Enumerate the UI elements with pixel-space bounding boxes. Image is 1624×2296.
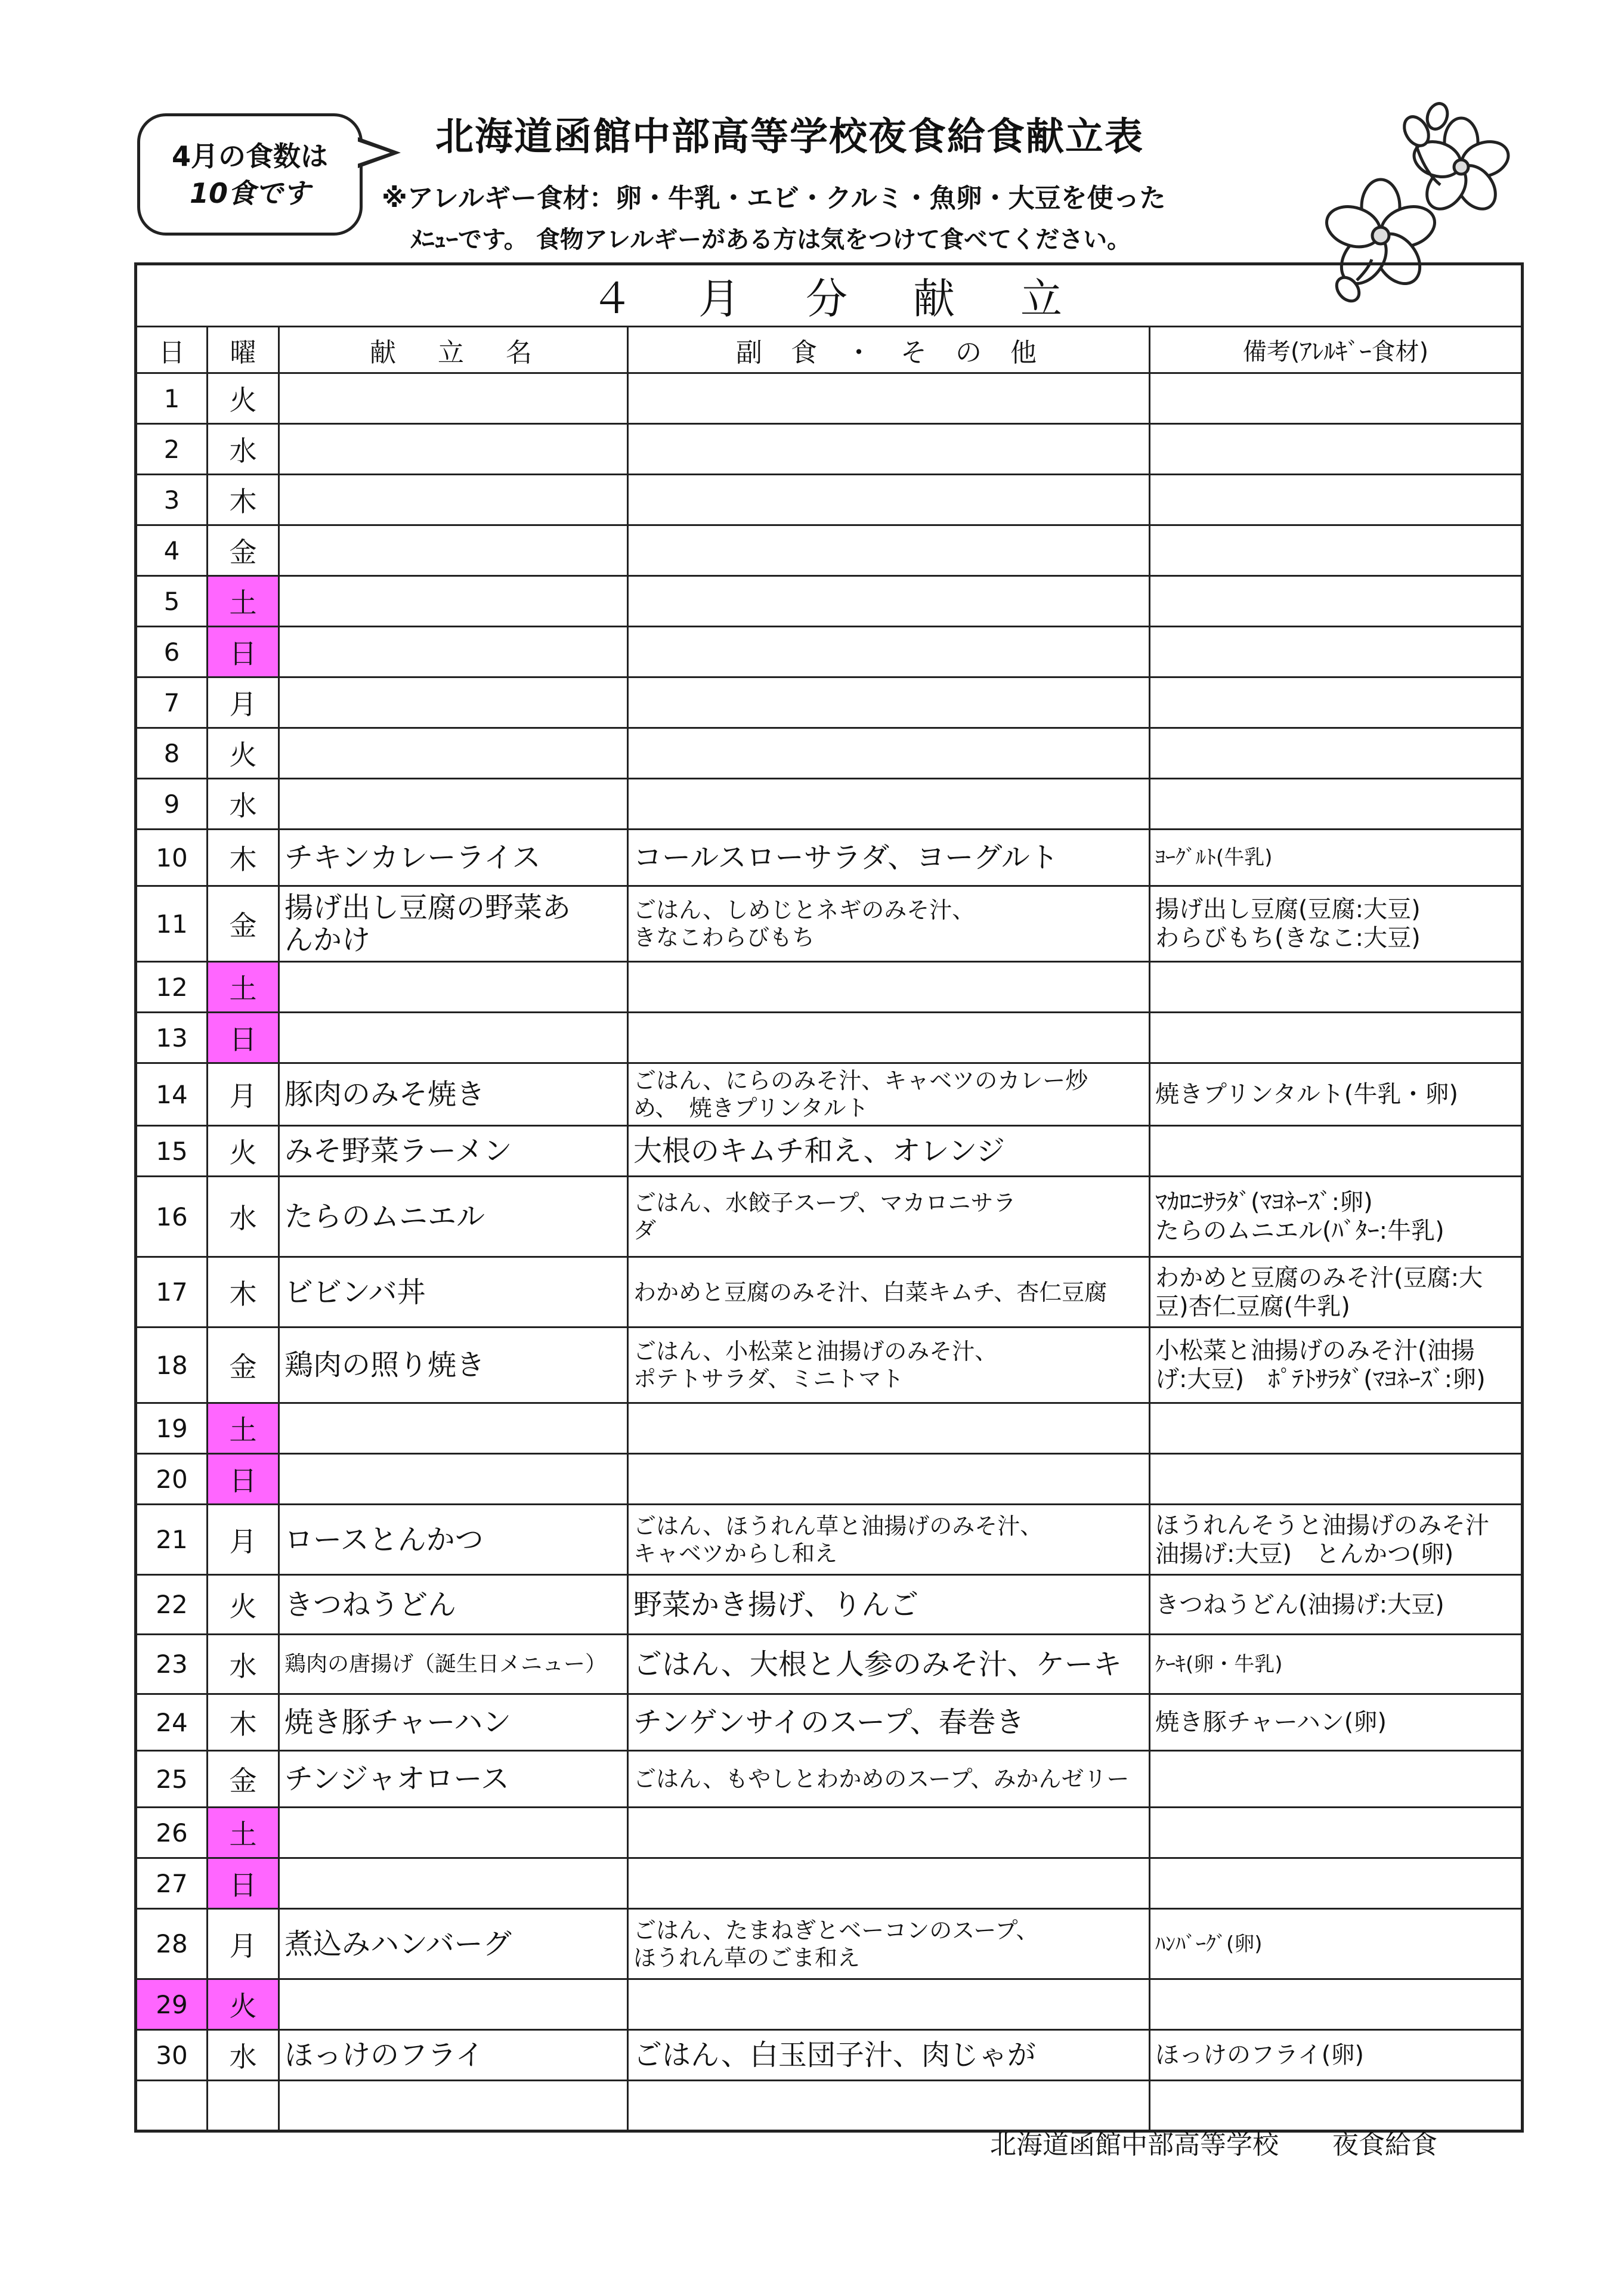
- menu-name-cell: [279, 1013, 628, 1063]
- allergy-note-cell: [1150, 475, 1523, 525]
- allergy-note-cell: [1150, 1454, 1523, 1505]
- allergy-note-cell: 揚げ出し豆腐(豆腐:大豆) わらびもち(きなこ:大豆): [1150, 886, 1523, 962]
- table-row: [136, 1454, 1523, 1505]
- day-cell: 30: [136, 2030, 208, 2081]
- weekday-cell: 水: [208, 2030, 279, 2081]
- table-row: [136, 728, 1523, 779]
- allergy-note-cell: [1150, 677, 1523, 728]
- day-cell: 17: [136, 1257, 208, 1328]
- allergy-note-cell: [1150, 728, 1523, 779]
- day-cell: 8: [136, 728, 208, 779]
- day-cell: 16: [136, 1177, 208, 1257]
- day-cell: 9: [136, 779, 208, 830]
- day-cell: 18: [136, 1328, 208, 1403]
- allergy-note-line2: ﾒﾆｭｰです。 食物アレルギーがある方は気をつけて食べてください。: [410, 226, 1131, 253]
- allergy-note-cell: ほうれんそうと油揚げのみそ汁 油揚げ:大豆) とんかつ(卵): [1150, 1505, 1523, 1575]
- menu-name-cell: みそ野菜ラーメン: [279, 1126, 628, 1177]
- weekday-cell: 金: [208, 1328, 279, 1403]
- menu-table: [134, 262, 1524, 2133]
- day-cell: 2: [136, 424, 208, 475]
- allergy-note-cell: ほっけのフライ(卵): [1150, 2030, 1523, 2081]
- menu-name-cell: [279, 576, 628, 627]
- menu-name-cell: チンジャオロース: [279, 1751, 628, 1808]
- day-cell: 10: [136, 830, 208, 886]
- side-dish-cell: ごはん、たまねぎとベーコンのスープ、 ほうれん草のごま和え: [628, 1909, 1150, 1979]
- menu-name-cell: [279, 1858, 628, 1909]
- menu-name-cell: 鶏肉の照り焼き: [279, 1328, 628, 1403]
- day-cell: 12: [136, 962, 208, 1013]
- side-dish-cell: ごはん、水餃子スープ、マカロニサラ ダ: [628, 1177, 1150, 1257]
- allergy-note-cell: 焼き豚チャーハン(卵): [1150, 1694, 1523, 1751]
- weekday-cell: 日: [208, 1858, 279, 1909]
- day-cell: 3: [136, 475, 208, 525]
- side-dish-cell: ごはん、白玉団子汁、肉じゃが: [628, 2030, 1150, 2081]
- footer: [990, 2123, 1437, 2161]
- weekday-cell: 火: [208, 1575, 279, 1635]
- table-row: [136, 1635, 1523, 1694]
- table-row: [136, 373, 1523, 424]
- day-cell: 15: [136, 1126, 208, 1177]
- menu-name-cell: [279, 779, 628, 830]
- side-dish-cell: ごはん、大根と人参のみそ汁、ケーキ: [628, 1635, 1150, 1694]
- day-cell: 29: [136, 1979, 208, 2030]
- side-dish-cell: [628, 1454, 1150, 1505]
- side-dish-cell: [628, 525, 1150, 576]
- weekday-cell: 金: [208, 1751, 279, 1808]
- weekday-cell: 土: [208, 962, 279, 1013]
- menu-name-cell: ロースとんかつ: [279, 1505, 628, 1575]
- table-row: [136, 1909, 1523, 1979]
- allergy-note-cell: [1150, 1403, 1523, 1454]
- side-dish-cell: [628, 677, 1150, 728]
- day-cell: 27: [136, 1858, 208, 1909]
- menu-name-cell: [279, 627, 628, 677]
- allergy-note-cell: [1150, 576, 1523, 627]
- weekday-cell: 火: [208, 728, 279, 779]
- allergy-note-cell: ｹｰｷ(卵・牛乳): [1150, 1635, 1523, 1694]
- menu-name-cell: 揚げ出し豆腐の野菜あ んかけ: [279, 886, 628, 962]
- menu-name-cell: たらのムニエル: [279, 1177, 628, 1257]
- menu-name-cell: [279, 1808, 628, 1858]
- table-row: [136, 1126, 1523, 1177]
- side-dish-cell: [628, 1403, 1150, 1454]
- side-dish-cell: [628, 475, 1150, 525]
- day-cell: 6: [136, 627, 208, 677]
- day-cell: 13: [136, 1013, 208, 1063]
- day-cell: [136, 2081, 208, 2131]
- allergy-note-cell: わかめと豆腐のみそ汁(豆腐:大 豆)杏仁豆腐(牛乳): [1150, 1257, 1523, 1328]
- day-cell: 4: [136, 525, 208, 576]
- menu-name-cell: [279, 373, 628, 424]
- table-row: [136, 1979, 1523, 2030]
- day-cell: 1: [136, 373, 208, 424]
- weekday-cell: 月: [208, 1909, 279, 1979]
- table-row: [136, 1403, 1523, 1454]
- weekday-cell: 水: [208, 424, 279, 475]
- table-row: [136, 1063, 1523, 1126]
- allergy-note-cell: [1150, 779, 1523, 830]
- meal-count-callout: [137, 113, 363, 236]
- day-cell: 24: [136, 1694, 208, 1751]
- weekday-cell: 月: [208, 1505, 279, 1575]
- table-row: [136, 576, 1523, 627]
- side-dish-cell: 大根のキムチ和え、オレンジ: [628, 1126, 1150, 1177]
- menu-name-cell: [279, 424, 628, 475]
- weekday-cell: 月: [208, 1063, 279, 1126]
- menu-name-cell: 豚肉のみそ焼き: [279, 1063, 628, 1126]
- allergy-note-cell: ﾏｶﾛﾆｻﾗﾀﾞ(ﾏﾖﾈｰｽﾞ:卵) たらのムニエル(ﾊﾞﾀｰ:牛乳): [1150, 1177, 1523, 1257]
- weekday-cell: 火: [208, 1126, 279, 1177]
- allergy-note-cell: [1150, 1751, 1523, 1808]
- side-dish-cell: ごはん、ほうれん草と油揚げのみそ汁、 キャベツからし和え: [628, 1505, 1150, 1575]
- table-row: [136, 1575, 1523, 1635]
- side-dish-cell: [628, 1808, 1150, 1858]
- menu-name-cell: [279, 728, 628, 779]
- table-row: [136, 2030, 1523, 2081]
- side-dish-cell: コールスローサラダ、ヨーグルト: [628, 830, 1150, 886]
- menu-name-cell: [279, 2081, 628, 2131]
- menu-name-cell: [279, 677, 628, 728]
- allergy-note-cell: [1150, 424, 1523, 475]
- weekday-cell: 日: [208, 1013, 279, 1063]
- day-cell: 22: [136, 1575, 208, 1635]
- menu-name-cell: [279, 475, 628, 525]
- weekday-cell: 金: [208, 525, 279, 576]
- side-dish-cell: [628, 1979, 1150, 2030]
- side-dish-cell: わかめと豆腐のみそ汁、白菜キムチ、杏仁豆腐: [628, 1257, 1150, 1328]
- day-cell: 23: [136, 1635, 208, 1694]
- menu-name-cell: 煮込みハンバーグ: [279, 1909, 628, 1979]
- allergy-note-cell: [1150, 1013, 1523, 1063]
- page-title: 北海道函館中部高等学校夜食給食献立表: [435, 115, 1144, 159]
- table-row: [136, 1177, 1523, 1257]
- side-dish-cell: 野菜かき揚げ、りんご: [628, 1575, 1150, 1635]
- side-dish-cell: チンゲンサイのスープ、春巻き: [628, 1694, 1150, 1751]
- menu-name-cell: 鶏肉の唐揚げ（誕生日メニュー）: [279, 1635, 628, 1694]
- weekday-cell: 木: [208, 475, 279, 525]
- allergy-note-cell: [1150, 1979, 1523, 2030]
- col-header-day: 日: [136, 327, 208, 373]
- side-dish-cell: ごはん、にらのみそ汁、キャベツのカレー炒 め、 焼きプリンタルト: [628, 1063, 1150, 1126]
- table-row: [136, 1751, 1523, 1808]
- side-dish-cell: [628, 576, 1150, 627]
- weekday-cell: 日: [208, 1454, 279, 1505]
- side-dish-cell: ごはん、もやしとわかめのスープ、みかんゼリー: [628, 1751, 1150, 1808]
- menu-name-cell: ビビンバ丼: [279, 1257, 628, 1328]
- menu-name-cell: チキンカレーライス: [279, 830, 628, 886]
- footer-school: 北海道函館中部高等学校: [990, 2130, 1279, 2160]
- day-cell: 25: [136, 1751, 208, 1808]
- menu-name-cell: [279, 1979, 628, 2030]
- allergy-note-cell: [1150, 525, 1523, 576]
- col-header-allergy-note: 備考(ｱﾚﾙｷﾞｰ食材): [1150, 327, 1523, 373]
- weekday-cell: 日: [208, 627, 279, 677]
- table-row: [136, 627, 1523, 677]
- side-dish-cell: [628, 728, 1150, 779]
- side-dish-cell: [628, 962, 1150, 1013]
- meal-count-line1: 4月の食数は: [171, 140, 328, 172]
- side-dish-cell: [628, 1013, 1150, 1063]
- side-dish-cell: [628, 373, 1150, 424]
- side-dish-cell: [628, 424, 1150, 475]
- weekday-cell: 土: [208, 576, 279, 627]
- menu-name-cell: [279, 1454, 628, 1505]
- allergy-note-cell: [1150, 1126, 1523, 1177]
- side-dish-cell: [628, 627, 1150, 677]
- menu-name-cell: [279, 1403, 628, 1454]
- table-row: [136, 424, 1523, 475]
- col-header-dow: 曜: [208, 327, 279, 373]
- weekday-cell: [208, 2081, 279, 2131]
- menu-name-cell: [279, 525, 628, 576]
- day-cell: 21: [136, 1505, 208, 1575]
- menu-name-cell: [279, 962, 628, 1013]
- allergy-note-cell: 小松菜と油揚げのみそ汁(油揚 げ:大豆) ﾎﾟﾃﾄｻﾗﾀﾞ(ﾏﾖﾈｰｽﾞ:卵): [1150, 1328, 1523, 1403]
- menu-name-cell: きつねうどん: [279, 1575, 628, 1635]
- weekday-cell: 土: [208, 1808, 279, 1858]
- weekday-cell: 水: [208, 779, 279, 830]
- side-dish-cell: [628, 779, 1150, 830]
- col-header-side-dish: 副食・その他: [628, 327, 1150, 373]
- table-row: [136, 962, 1523, 1013]
- day-cell: 28: [136, 1909, 208, 1979]
- table-heading: ４月分献立: [136, 264, 1523, 327]
- meal-count-line2: 10食です: [189, 177, 310, 209]
- weekday-cell: 土: [208, 1403, 279, 1454]
- allergy-note-cell: [1150, 1808, 1523, 1858]
- allergy-note-cell: きつねうどん(油揚げ:大豆): [1150, 1575, 1523, 1635]
- allergy-note-cell: [1150, 627, 1523, 677]
- table-row: [136, 1328, 1523, 1403]
- table-row: [136, 677, 1523, 728]
- weekday-cell: 月: [208, 677, 279, 728]
- menu-name-cell: ほっけのフライ: [279, 2030, 628, 2081]
- side-dish-cell: ごはん、しめじとネギのみそ汁、 きなこわらびもち: [628, 886, 1150, 962]
- allergy-note-cell: 焼きプリンタルト(牛乳・卵): [1150, 1063, 1523, 1126]
- day-cell: 14: [136, 1063, 208, 1126]
- table-row: [136, 779, 1523, 830]
- table-row: [136, 1013, 1523, 1063]
- weekday-cell: 火: [208, 1979, 279, 2030]
- side-dish-cell: ごはん、小松菜と油揚げのみそ汁、 ポテトサラダ、ミニトマト: [628, 1328, 1150, 1403]
- weekday-cell: 火: [208, 373, 279, 424]
- table-row: [136, 1694, 1523, 1751]
- table-row: [136, 475, 1523, 525]
- weekday-cell: 金: [208, 886, 279, 962]
- weekday-cell: 木: [208, 1694, 279, 1751]
- table-row: [136, 1505, 1523, 1575]
- table-row: [136, 1858, 1523, 1909]
- callout-tail-inner: [357, 141, 390, 164]
- allergy-note-line1: ※アレルギー食材：卵・牛乳・エビ・クルミ・魚卵・大豆を使った: [382, 183, 1166, 213]
- footer-label: 夜食給食: [1332, 2130, 1437, 2160]
- allergy-note-cell: ﾖｰｸﾞﾙﾄ(牛乳): [1150, 830, 1523, 886]
- allergy-note-cell: [1150, 373, 1523, 424]
- col-header-menu-name: 献立名: [279, 327, 628, 373]
- weekday-cell: 水: [208, 1635, 279, 1694]
- day-cell: 19: [136, 1403, 208, 1454]
- day-cell: 11: [136, 886, 208, 962]
- day-cell: 26: [136, 1808, 208, 1858]
- day-cell: 5: [136, 576, 208, 627]
- table-row: [136, 886, 1523, 962]
- day-cell: 20: [136, 1454, 208, 1505]
- table-row: [136, 1257, 1523, 1328]
- allergy-note-cell: [1150, 1858, 1523, 1909]
- allergy-note-cell: ﾊﾝﾊﾞｰｸﾞ(卵): [1150, 1909, 1523, 1979]
- menu-name-cell: 焼き豚チャーハン: [279, 1694, 628, 1751]
- table-row: [136, 830, 1523, 886]
- weekday-cell: 木: [208, 830, 279, 886]
- table-row: [136, 1808, 1523, 1858]
- weekday-cell: 木: [208, 1257, 279, 1328]
- side-dish-cell: [628, 1858, 1150, 1909]
- table-row: [136, 525, 1523, 576]
- weekday-cell: 水: [208, 1177, 279, 1257]
- allergy-note-cell: [1150, 962, 1523, 1013]
- day-cell: 7: [136, 677, 208, 728]
